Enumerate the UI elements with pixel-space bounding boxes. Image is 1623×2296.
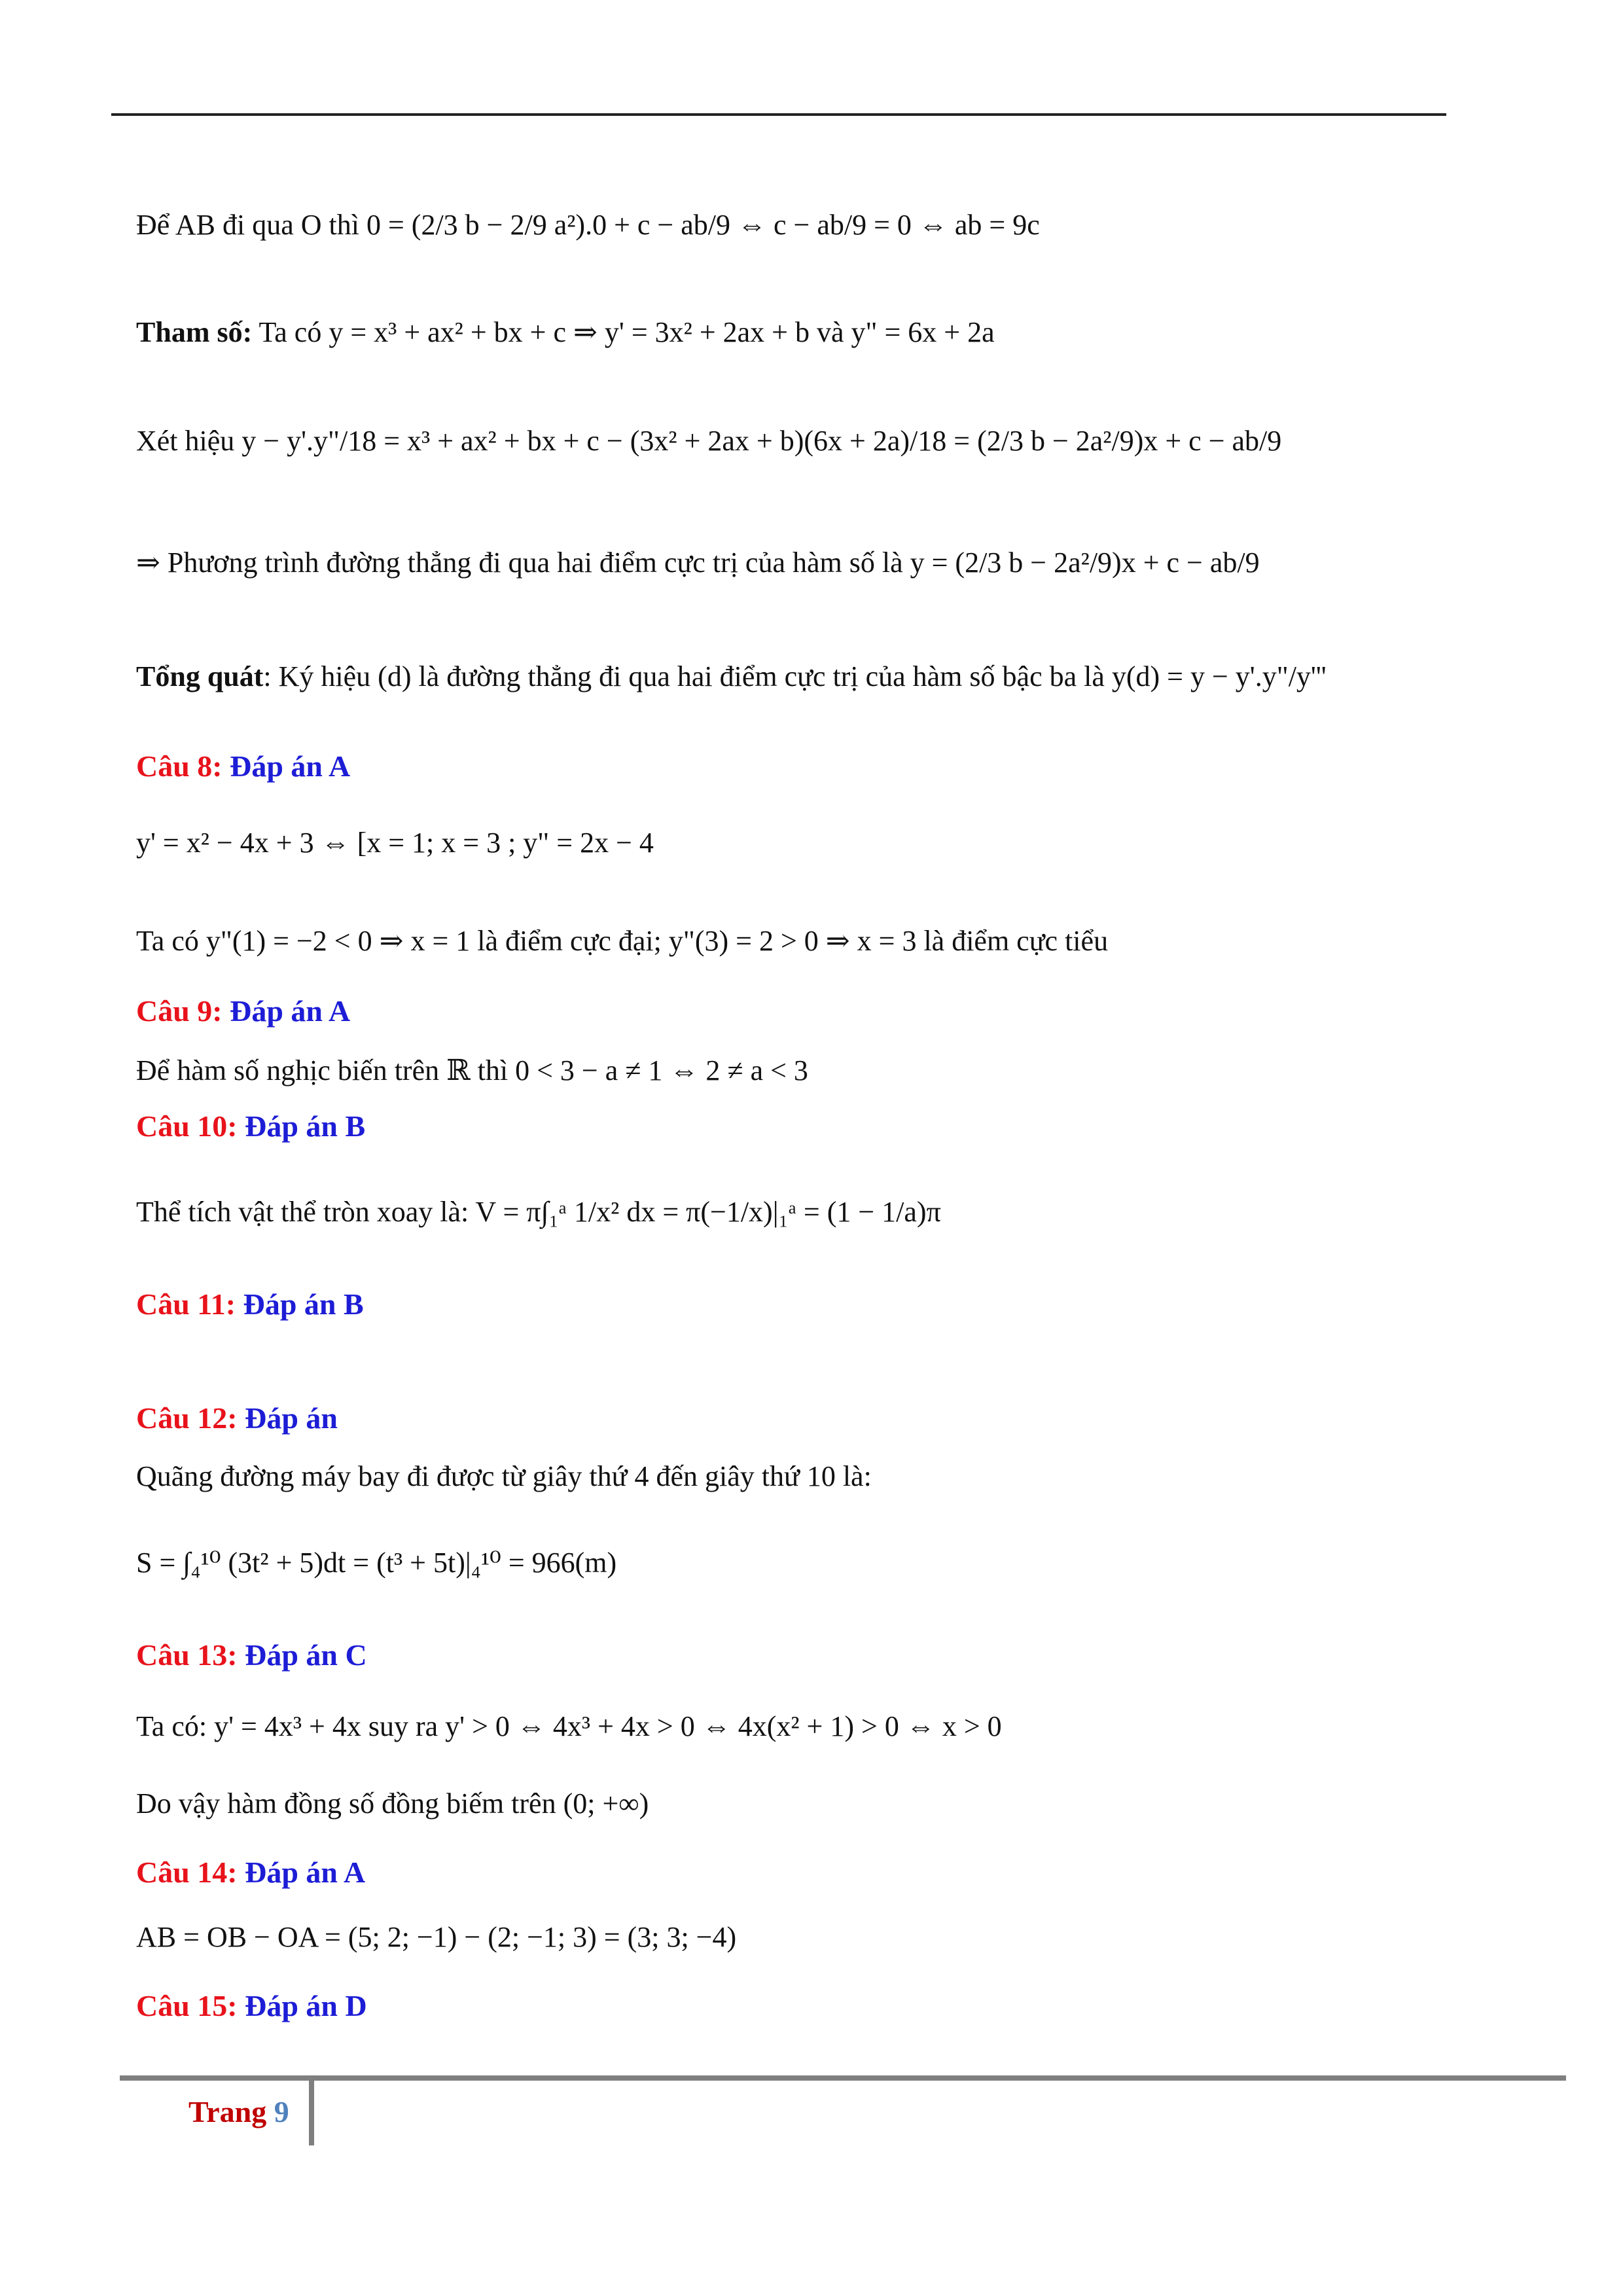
question-13-heading	[136, 1638, 367, 1672]
question-13-number: Câu 13:	[136, 1638, 238, 1672]
tong-quat-text: : Ký hiệu (d) là đường thẳng đi qua hai điểm cực trị của hàm số bậc ba là y(d) = y − y'.y"/y'''	[263, 660, 1327, 692]
question-11-heading	[136, 1287, 364, 1321]
question-13-answer: Đáp án C	[245, 1638, 367, 1672]
tham-so-label: Tham số:	[136, 316, 253, 348]
question-9-number: Câu 9:	[136, 994, 223, 1028]
q13-conclusion: Do vậy hàm đồng số đồng biếm trên (0; +∞)	[136, 1787, 649, 1820]
question-15-heading	[136, 1988, 367, 2023]
q8-extrema: Ta có y"(1) = −2 < 0 ⇒ x = 1 là điểm cực đại; y"(3) = 2 > 0 ⇒ x = 3 là điểm cực tiểu	[136, 925, 1109, 957]
question-8-number: Câu 8:	[136, 749, 223, 783]
q12-statement: Quãng đường máy bay đi được từ giây thứ 4 đến giây thứ 10 là:	[136, 1460, 872, 1492]
question-9-heading	[136, 994, 350, 1028]
question-11-number: Câu 11:	[136, 1287, 236, 1321]
question-10-number: Câu 10:	[136, 1109, 238, 1143]
q9-solution: Để hàm số nghịc biến trên ℝ thì 0 < 3 − a ≠ 1 ⇔ 2 ≠ a < 3	[136, 1054, 808, 1086]
tham-so-text: Ta có y = x³ + ax² + bx + c ⇒ y' = 3x² + 2ax + b và y" = 6x + 2a	[252, 316, 995, 348]
line-tong-quat	[136, 660, 1327, 693]
question-14-number: Câu 14:	[136, 1856, 238, 1889]
question-9-answer: Đáp án A	[230, 994, 351, 1028]
line-xet-hieu: Xét hiệu y − y'.y"/18 = x³ + ax² + bx + c − (3x² + 2ax + b)(6x + 2a)/18 = (2/3 b − 2a²/9)x + c − ab/9	[136, 425, 1282, 457]
question-14-heading	[136, 1855, 365, 1890]
line-ab-through-o: Để AB đi qua O thì 0 = (2/3 b − 2/9 a²).0 + c − ab/9 ⇔ c − ab/9 = 0 ⇔ ab = 9c	[136, 209, 1040, 241]
question-15-answer: Đáp án D	[245, 1989, 367, 2022]
question-8-heading	[136, 749, 350, 783]
q14-vector: AB = OB − OA = (5; 2; −1) − (2; −1; 3) = (3; 3; −4)	[136, 1921, 737, 1953]
page-number: 9	[274, 2095, 289, 2128]
question-15-number: Câu 15:	[136, 1989, 238, 2022]
question-8-answer: Đáp án A	[230, 749, 351, 783]
question-11-answer: Đáp án B	[243, 1287, 364, 1321]
question-12-heading	[136, 1401, 338, 1435]
question-10-answer: Đáp án B	[245, 1109, 366, 1143]
q10-volume: Thể tích vật thể tròn xoay là: V = π∫₁ᵃ 1/x² dx = π(−1/x)|₁ᵃ = (1 − 1/a)π	[136, 1196, 941, 1228]
page-label: Trang	[188, 2095, 267, 2128]
question-14-answer: Đáp án A	[245, 1856, 366, 1889]
q12-integral: S = ∫₄¹⁰ (3t² + 5)dt = (t³ + 5t)|₄¹⁰ = 966(m)	[136, 1547, 617, 1579]
tong-quat-label: Tổng quát	[136, 660, 264, 692]
question-12-answer: Đáp án	[245, 1401, 338, 1435]
question-12-number: Câu 12:	[136, 1401, 238, 1435]
q13-derivative: Ta có: y' = 4x³ + 4x suy ra y' > 0 ⇔ 4x³ + 4x > 0 ⇔ 4x(x² + 1) > 0 ⇔ x > 0	[136, 1710, 1002, 1742]
question-10-heading	[136, 1109, 365, 1143]
header-rule	[111, 113, 1446, 116]
q8-derivative: y' = x² − 4x + 3 ⇔ [x = 1; x = 3 ; y" = 2x − 4	[136, 827, 654, 859]
page-footer	[188, 2094, 289, 2129]
line-phuong-trinh: ⇒ Phương trình đường thẳng đi qua hai điểm cực trị của hàm số là y = (2/3 b − 2a²/9)x + c − ab/9	[136, 547, 1260, 579]
line-tham-so	[136, 315, 995, 349]
footer-divider	[309, 2076, 314, 2145]
footer-rule	[120, 2075, 1566, 2081]
